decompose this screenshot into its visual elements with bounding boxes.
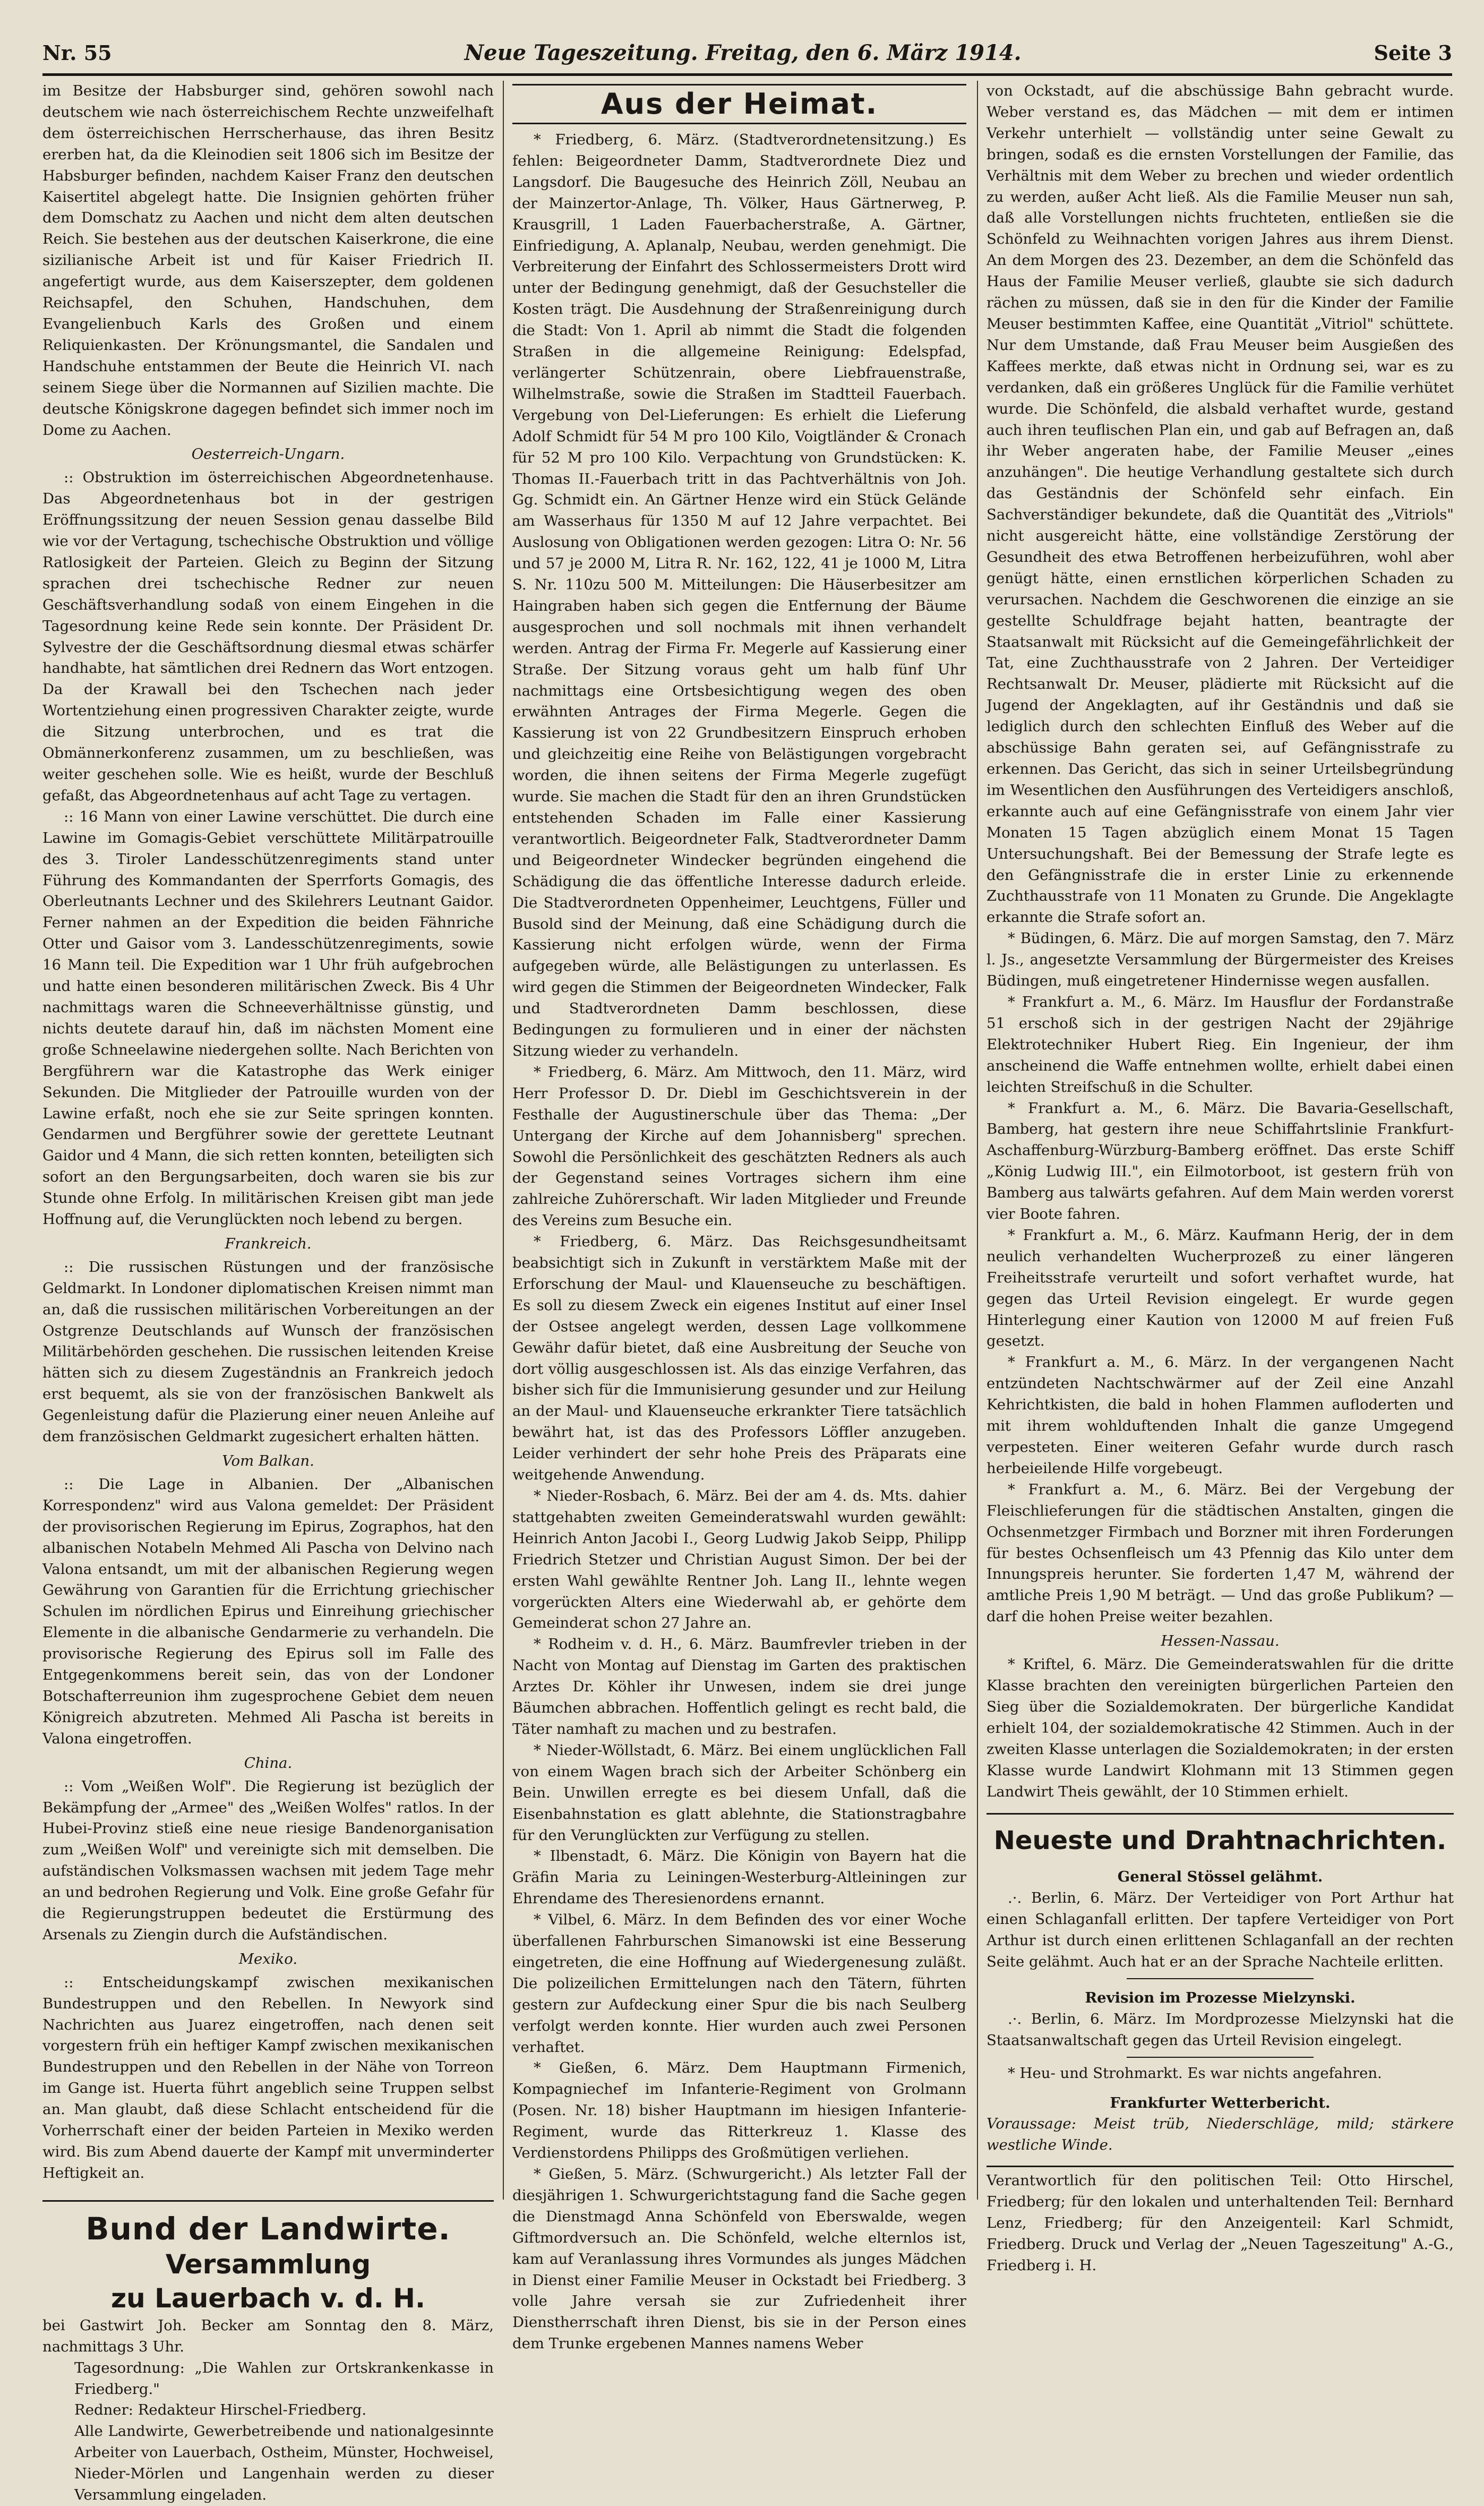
article-frankfurt-4: * Frankfurt a. M., 6. März. In der vergangenen Nacht entzündeten Nachtschwärmer auf der Zeil eine Anzahl Kehrichtkisten, die bald in hohen Flammen aufloderten und mit ihrem wohlduftenden Inhalt die ganze Umgegend verpesteten. Einer weiteren Gefahr wurde durch rasch herbeieilende Hilfe vorgebeugt. (987, 1354, 1454, 1477)
article-ilbenstadt: * Ilbenstadt, 6. März. Die Königin von Bayern hat die Gräfin Maria zu Leiningen-Westerburg-Altleiningen zur Ehrendame des Theresienordens ernannt. (512, 1848, 966, 1908)
article-frankfurt-2: * Frankfurt a. M., 6. März. Die Bavaria-Gesellschaft, Bamberg, hat gestern ihre neue Schiffahrtslinie Frankfurt-Aschaffenburg-Würzburg-Bamberg eröffnet. Das erste Schiff „König Ludwig III.", ein Eilmotorboot, ist gestern früh von Bamberg aus talwärts gefahren. Auf dem Main werden vorerst vier Boote fahren. (987, 1099, 1454, 1223)
page-header (42, 37, 1452, 68)
section-heading-china: China. (244, 1754, 293, 1772)
article-schwurgericht-cont: von Ockstadt, auf die abschüssige Bahn gebracht wurde. Weber verstand es, das Mädchen — mit dem er intimen Verkehr unterhielt — vollständig unter seine Gewalt zu bringen, sodaß es die ernsten Vorstellungen der Familie, das Verhältnis mit dem Weber zu brechen und wieder ordentlich zu werden, außer Acht ließ. Als die Familie Meuser nun sah, daß alle Vorstellungen nichts fruchteten, entließen sie die Schönfeld zu Weihnachten vorigen Jahres aus ihrem Dienst. An dem Morgen des 23. Dezember, an dem die Schönfeld das Haus der Familie Meuser verließ, glaubte sie sich dadurch rächen zu müssen, daß sie in den für die Kinder der Familie Meuser bestimmten Kaffee, eine Quantität „Vitriol" schüttete. Nur dem Umstande, daß Frau Meuser beim Ausgießen des Kaffees merkte, daß etwas nicht in Ordnung sei, war es zu verdanken, daß ein größeres Unglück für die Familie verhütet wurde. Die Schönfeld, die alsbald verhaftet wurde, gestand auch ihren teuflischen Plan ein, und gab auf Befragen an, daß ihr Weber angeraten habe, der Familie Meuser „eines anzuhängen". Die heutige Verhandlung gestaltete sich durch das Geständnis der Schönfeld sehr einfach. Ein Sachverständiger bekundete, daß die Quantität des „Vitriols" nicht ausgereicht hätte, eine vollständige Zerstörung der Gesundheit des etwa Betroffenen herbeizuführen, wohl aber genügt hätte, einen ernstlichen körperlichen Schaden zu verursachen. Nachdem die Geschworenen die einzige an sie gestellte Schuldfrage bejaht hatten, beantragte der Staatsanwalt mit Rücksicht auf die Gemeingefährlichkeit der Tat, eine Zuchthausstrafe von 2 Jahren. Der Verteidiger Rechtsanwalt Dr. Meuser, plädierte mit Rücksicht auf die Jugend der Angeklagten, auf ihr Geständnis und daß sie lediglich durch den schlechten Einfluß des Weber auf die abschüssige Bahn geraten sei, auf Gefängnisstrafe zu erkennen. Das Gericht, das sich in seiner Urteilsbegründung im Wesentlichen den Ausführungen des Verteidigers anschloß, erkannte auch auf eine Gefängnisstrafe von einem Jahr vier Monaten 15 Tagen abzüglich einem Monat 15 Tagen Untersuchungshaft. Bei der Bemessung der Strafe legte es den Gefängnisstrafe die in erster Linie zu erkennende Zuchthausstrafe von 11 Monaten zu Grunde. Die Angeklagte erkannte die Strafe sofort an. (987, 82, 1454, 926)
ad-title: Bund der Landwirte. (85, 2210, 451, 2247)
article-regalia: im Besitze der Habsburger sind, gehören sowohl nach deutschem wie nach österreichischem Rechte unzweifelhaft dem österreichischen Herrscherhause, das ihren Besitz ererben hat, da die Kleinodien seit 1806 sich im Besitze der Habsburger befinden, nachdem Kaiser Franz den deutschen Kaisertitel abgelegt hatte. Die Insignien gehörten früher dem Domschatz zu Aachen und nicht dem alten deutschen Reich. Sie bestehen aus der deutschen Kaiserkrone, die eine sizilianische Arbeit ist und für Kaiser Friedrich II. angefertigt wurde, aus dem Kaiserszepter, dem goldenen Reichsapfel, den Schuhen, Handschuhen, dem Evangelienbuch Karls des Großen und einem Reliquienkasten. Der Krönungsmantel, die Sandalen und Handschuhe entstammen der Beute die Heinrich VI. nach seinem Siege über die Normannen auf Sizilien machte. Die deutsche Königskrone dagegen befindet sich immer noch im Dome zu Aachen. (42, 82, 494, 439)
news-heading-revision: Revision im Prozesse Mielzynski. (1085, 1989, 1356, 2006)
ad-subtitle: Versammlung (165, 2248, 371, 2280)
ad-place: zu Lauerbach v. d. H. (111, 2282, 425, 2314)
section-heading-hessen: Hessen-Nassau. (1161, 1632, 1280, 1650)
article-frankfurt-1: * Frankfurt a. M., 6. März. Im Hausflur der Fordanstraße 51 erschoß sich in der gestrigen Nacht der 29jährige Elektrotechniker Hubert Rieg. Ein Ingenieur, der ihm anscheinend die Waffe entnehmen wollte, erhielt dabei einen leichten Streifschuß in die Schulter. (987, 993, 1454, 1096)
page-number: Seite 3 (1374, 40, 1452, 65)
masthead-line: Neue Tageszeitung. Freitag, den 6. März 1914. (464, 40, 1022, 65)
article-stadtverordnete: * Friedberg, 6. März. (Stadtverordnetensitzung.) Es fehlen: Beigeordneter Damm, Stadtverordnete Diez und Langsdorf. Die Baugesuche des Heinrich Zöll, Neubau an der Mainzertor-Anlage, Th. Völker, Haus Gärtnerweg, P. Krausgrill, 1 Laden Fauerbacherstraße, A. Gärtner, Einfriedigung, A. Aplanalp, Neubau, werden genehmigt. Die Verbreiterung der Einfahrt des Schlossermeisters Drott wird unter der Bedingung genehmigt, daß der Gesuchsteller die Kosten trägt. Die Ausdehnung der Straßenreinigung durch die Stadt: Von 1. April ab nimmt die Stadt die folgenden Straßen in die allgemeine Reinigung: Edelspfad, verlängerter Schützenrain, obere Liebfrauenstraße, Wilhelmstraße, sowie die Straßen im Stadtteil Fauerbach. Vergebung von Del-Lieferungen: Es erhielt die Lieferung Adolf Schmidt für 54 M pro 100 Kilo, Voigtländer & Cronach für 52 M pro 100 Kilo. Verpachtung von Grundstücken: K. Thomas II.-Fauerbach tritt in das Pachtverhältnis von Joh. Gg. Schmidt ein. An Gärtner Henze wird ein Stück Gelände am Wasserhaus für 1350 M auf 12 Jahre verpachtet. Bei Auslosung von Obligationen werden gezogen: Litra O: Nr. 56 und 57 je 2000 M, Litra R. Nr. 162, 122, 41 je 1000 M, Litra S. Nr. 110zu 500 M. Mitteilungen: Die Häuserbesitzer am Haingraben haben sich gegen die Entfernung der Bäume ausgesprochen und soll nochmals mit ihnen verhandelt werden. Antrag der Firma Fr. Megerle auf Kassierung einer Straße. Der Sitzung voraus geht um halb fünf Uhr nachmittags eine Ortsbesichtigung wegen des oben erwähnten Antrages der Firma Megerle. Gegen die Kassierung ist von 22 Grundbesitzern Einspruch erhoben und gleichzeitig eine Reihe von Belästigungen vorgebracht worden, die ihnen seitens der Firma Megerle zugefügt wurde. Sie machen die Stadt für den an ihren Grundstücken entstehenden Schaden im Falle einer Kassierung verantwortlich. Beigeordneter Falk, Stadtverordneter Damm und Beigeordneter Windecker begründen eingehend die Schädigung die das öffentliche Interesse dadurch erleide. Die Stadtverordneten Oppenheimer, Leuchtgens, Füller und Busold sind der Meinung, daß eine Schädigung durch die Kassierung nicht erfolgen würde, wenn der Firma aufgegeben würde, alle Belästigungen zu unterlassen. Es wird gegen die Stimmen der Beigeordneten Windecker, Falk und Stadtverordneten Damm beschlossen, diese Bedingungen zu formulieren und in einer der nächsten Sitzung wieder zu verhandeln. (512, 131, 966, 1059)
article-albania: :: Die Lage in Albanien. Der „Albanischen Korrespondenz" wird aus Valona gemeldet: Der Präsident der provisorischen Regierung im Epirus, Zographos, hat den albanischen Notabeln Mehmed Ali Pascha von Delvino nach Valona entsandt, um mit der albanischen Regierung wegen Gewährung von Garantien für die Errichtung griechischer Schulen im nördlichen Epirus und Einreihung griechischer Elemente in die albanische Gendarmerie zu verhandeln. Die provisorische Regierung des Epirus soll im Falle des Entgegenkommens bereit sein, das von der Londoner Botschafterreunion ihm zugesprochene Gebiet dem neuen Königreich abzutreten. Mehmed Ali Pascha ist bereits in Valona eingetroffen. (42, 1475, 494, 1747)
article-vilbel: * Vilbel, 6. März. In dem Befinden des vor einer Woche überfallenen Fahrburschen Simanowski ist eine Besserung eingetreten, die eine Hoffnung auf Wiedergenesung zuläßt. Die polizeilichen Ermittelungen nach den Tätern, führten gestern zur Aufdeckung einer Spur die bis nach Seulberg verfolgt werden konnte. Hier wurden auch zwei Personen verhaftet. (512, 1911, 966, 2056)
issue-number: Nr. 55 (42, 40, 112, 65)
article-nieder-woellstadt: * Nieder-Wöllstadt, 6. März. Bei einem unglücklichen Fall von einem Wagen brach sich der Arbeiter Schönberg ein Bein. Unwillen erregte es bei diesem Unfall, daß die Eisenbahnstation es glatt ablehnte, die Stationstragbahre für den Verunglückten zur Verfügung zu stellen. (512, 1741, 966, 1844)
advertisement (42, 2200, 494, 2506)
header-rule (42, 73, 1452, 76)
article-france: :: Die russischen Rüstungen und der französische Geldmarkt. In Londoner diplomatischen Kreisen nimmt man an, daß die russischen militärischen Vorbereitungen an der Ostgrenze Deutschlands auf Wunsch der französischen Militärbehörden geschehen. Die russischen leitenden Kreise hätten sich zu diesem Zugeständnis an Frankreich jedoch erst bequemt, als sie von der französischen Bankwelt als Gegenleistung dafür die Plazierung einer neuen Anleihe auf dem französischen Geldmarkt zugesichert erhalten hätten. (42, 1258, 494, 1446)
news-revision: .·. Berlin, 6. März. Im Mordprozesse Mielzynski hat die Staatsanwaltschaft gegen das Urteil Revision eingelegt. (987, 2010, 1454, 2049)
column-divider (503, 81, 504, 2200)
article-buedingen: * Büdingen, 6. März. Die auf morgen Samstag, den 7. März l. Js., angesetzte Versammlung der Bürgermeister des Kreises Büdingen, muß eingetretener Hindernisse wegen ausfallen. (987, 930, 1454, 990)
article-frankfurt-5: * Frankfurt a. M., 6. März. Bei der Vergebung der Fleischlieferungen für die städtischen Anstalten, gingen die Ochsenmetzger Firmbach und Borzner mit ihren Forderungen für bestes Ochsenfleisch um 43 Pfennig das Kilo unter dem Innungspreis herunter. Sie forderten 1,47 M, während der amtliche Preis 1,90 M beträgt. — Und das große Publikum? — darf die hohen Preise weiter bezahlen. (987, 1481, 1454, 1626)
imprint: Verantwortlich für den politischen Teil: Otto Hirschel, Friedberg; für den lokalen und unterhaltenden Teil: Bernhard Lenz, Friedberg; für den Anzeigenteil: Karl Schmidt, Friedberg. Druck und Verlag der „Neuen Tageszeitung" A.-G., Friedberg i. H. (987, 2166, 1454, 2277)
section-heading-balkan: Vom Balkan. (222, 1452, 314, 1469)
column-right (987, 81, 1454, 2274)
article-mexico: :: Entscheidungskampf zwischen mexikanischen Bundestruppen und den Rebellen. In Newyork sind Nachrichten aus Juarez eingetroffen, nach denen seit vorgestern früh ein heftiger Kampf zwischen mexikanischen Bundestruppen und den Rebellen in der Nähe von Torreon im Gange ist. Huerta führt angeblich seine Truppen selbst an. Man glaubt, daß diese Schlacht entscheidend für die Vorherrschaft einer der beiden Parteien in Mexiko werden wird. Bis zum Abend dauerte der Kampf mit unverminderter Heftigkeit an. (42, 1973, 494, 2182)
column-left (42, 81, 494, 2504)
news-stoessel: .·. Berlin, 6. März. Der Verteidiger von Port Arthur hat einen Schlaganfall erlitten. Der tapfere Verteidiger von Port Arthur ist durch einen erlittenen Schlaganfall an der rechten Seite gelähmt. Auch hat er an der Sprache Nachteile erlitten. (987, 1889, 1454, 1971)
article-nieder-rosbach: * Nieder-Rosbach, 6. März. Bei der am 4. ds. Mts. dahier stattgehabten zweiten Gemeinderatswahl wurden gewählt: Heinrich Anton Jacobi I., Georg Ludwig Jakob Seipp, Philipp Friedrich Stetzer und Christian August Simon. Der bei der ersten Wahl gewählte Rentner Joh. Lang II., lehnte wegen vorgerückten Alters eine Wiederwahl ab, er gehörte dem Gemeinderat schon 27 Jahre an. (512, 1487, 966, 1632)
article-frankfurt-3: * Frankfurt a. M., 6. März. Kaufmann Herig, der in dem neulich verhandelten Wucherprozeß zu einer längeren Freiheitsstrafe verurteilt und sofort verhaftet wurde, hat gegen das Urteil Revision eingelegt. Er wurde gegen Hinterlegung einer Kaution von 12000 M auf freien Fuß gesetzt. (987, 1226, 1454, 1350)
article-giessen: * Gießen, 6. März. Dem Hauptmann Firmenich, Kompagniechef im Infanterie-Regiment von Grolmann (Posen. Nr. 18) bisher Hauptmann im hiesigen Infanterie-Regiment, wurde das Ritterkreuz 1. Klasse des Verdienstordens Philipps des Großmütigen verliehen. (512, 2059, 966, 2162)
ad-speaker: Redner: Redakteur Hirschel-Friedberg. (74, 2401, 367, 2419)
column-middle (512, 81, 966, 2353)
section-heading-france: Frankreich. (225, 1235, 312, 1252)
article-schwurgericht: * Gießen, 5. März. (Schwurgericht.) Als letzter Fall der diesjährigen 1. Schwurgerichtstagung fand die Sache gegen die Dienstmagd Anna Schönfeld von Eberswalde, wegen Giftmordversuch an. Die Schönfeld, welche elternlos ist, kam auf Veranlassung ihres Vormundes als junges Mädchen in Dienst einer Familie Meuser in Ockstadt bei Friedberg. 3 volle Jahre versah sie zur Zufriedenheit ihrer Dienstherrschaft ihren Dienst, bis sie in der Person eines dem Trunke ergebenen Mannes namens Weber (512, 2166, 966, 2353)
divider (1127, 1978, 1314, 1979)
article-lecture: * Friedberg, 6. März. Am Mittwoch, den 11. März, wird Herr Professor D. Dr. Diebl im Geschichtsverein in der Festhalle der Augustinerschule über das Thema: „Der Untergang der Kirche auf dem Johannisberg" sprechen. Sowohl die Persönlichkeit des geschätzten Redners als auch der Gegenstand seines Vortrages sichern ihm eine zahlreiche Zuhörerschaft. Wir laden Mitglieder und Freunde des Vereins zum Besuche ein. (512, 1063, 966, 1229)
section-heading-mexico: Mexiko. (238, 1950, 298, 1968)
weather-heading: Frankfurter Wetterbericht. (1110, 2094, 1331, 2111)
column-divider (977, 81, 978, 2200)
section-title-latest-news: Neueste und Drahtnachrichten. (987, 1813, 1454, 1858)
news-heading-stoessel: General Stössel gelähmt. (1117, 1868, 1323, 1886)
article-kriftel: * Kriftel, 6. März. Die Gemeinderatswahlen für die dritte Klasse brachten den vereinigten bürgerlichen Parteien den Sieg über die Sozialdemokraten. Der bürgerliche Kandidat erhielt 104, der sozialdemokratische 42 Stimmen. Auch in der zweiten Klasse unterlagen die Sozialdemokraten; in der ersten Klasse wurde Landwirt Klohmann mit 13 Stimmen gegen Landwirt Theis gewählt, der 10 Stimmen erhielt. (987, 1656, 1454, 1800)
section-title-heimat: Aus der Heimat. (512, 84, 966, 124)
section-heading-austria: Oesterreich-Ungarn. (191, 446, 345, 463)
article-rodheim: * Rodheim v. d. H., 6. März. Baumfrevler trieben in der Nacht von Montag auf Dienstag im Garten des praktischen Arztes Dr. Köhler ihr Unwesen, indem sie drei junge Bäumchen abbrachen. Hoffentlich gelingt es recht bald, die Täter namhaft zu machen und zu bestrafen. (512, 1636, 966, 1738)
divider (1127, 2057, 1314, 2058)
news-hay-market: * Heu- und Strohmarkt. Es war nichts angefahren. (1008, 2064, 1382, 2082)
article-health-office: * Friedberg, 6. März. Das Reichsgesundheitsamt beabsichtigt sich in Zukunft in verstärktem Maße mit der Erforschung der Maul- und Klauenseuche zu beschäftigen. Es soll zu diesem Zweck ein eigenes Institut auf einer Insel der Ostsee angelegt werden, dessen Lage vollkommene Gewähr dafür bietet, daß eine Ausbreitung der Seuche von dort völlig ausgeschlossen ist. Als das einzige Verfahren, das bisher sich für die Immunisierung gesunder und zur Heilung an der Maul- und Klauenseuche erkrankter Tiere tatsächlich bewährt hat, ist das des Professors Löffler anzugeben. Leider verhindert der sehr hohe Preis des Präparats eine weitgehende Anwendung. (512, 1233, 966, 1484)
ad-invite: Alle Landwirte, Gewerbetreibende und nationalgesinnte Arbeiter von Lauerbach, Ostheim, Münster, Hochweisel, Nieder-Mörlen und Langenhain werden zu dieser Versammlung eingeladen. (74, 2423, 494, 2504)
article-avalanche: :: 16 Mann von einer Lawine verschüttet. Die durch eine Lawine im Gomagis-Gebiet verschüttete Militärpatrouille des 3. Tiroler Landesschützenregiments stand unter Führung des Kommandanten der Sperrforts Gomagis, des Oberleutnants Lechner und des Skilehrers Leutnant Gaidor. Ferner nahmen an der Expedition die beiden Fähnriche Otter und Gaisor vom 3. Landesschützenregiments, sowie 16 Mann teil. Die Expedition war 1 Uhr früh aufgebrochen und hatte einen besonderen militärischen Zweck. Bis 4 Uhr nachmittags waren die Schneeverhältnisse günstig, und nichts deutete darauf hin, daß im nächsten Moment eine große Schneelawine niedergehen sollte. Nach Berichten von Bergführern war die Katastrophe das Werk einiger Sekunden. Die Mitglieder der Patrouille wurden von der Lawine erfaßt, noch ehe sie zur Seite springen konnten. Gendarmen und Bergführer sowie der gerettete Leutnant Gaidor und 4 Mann, die sich retten konnten, beteiligten sich sofort an den Bergungsarbeiten, doch waren sie bis zur Stunde ohne Erfolg. In militärischen Kreisen gibt man jede Hoffnung auf, die Verunglückten noch lebend zu bergen. (42, 808, 494, 1228)
weather-forecast: Voraussage: Meist trüb, Niederschläge, mild; stärkere westliche Winde. (987, 2115, 1454, 2154)
article-obstruction: :: Obstruktion im österreichischen Abgeordnetenhause. Das Abgeordnetenhaus bot in der gestrigen Eröffnungssitzung der neuen Session genau dasselbe Bild wie vor der Vertagung, tschechische Obstruktion und völlige Ratlosigkeit der Parteien. Gleich zu Beginn der Sitzung sprachen drei tschechische Redner zur neuen Geschäftsverhandlung sodaß von einem Eingehen in die Tagesordnung keine Rede sein konnte. Der Präsident Dr. Sylvestre der die Geschäftsordnung diesmal etwas schärfer handhabte, hat sämtlichen drei Rednern das Wort entzogen. Da der Krawall bei den Tschechen nach jeder Wortentziehung einen progressiven Charakter zeigte, wurde die Sitzung unterbrochen, und es trat die Obmännerkonferenz zusammen, um zu beschließen, was weiter geschehen solle. Wie es heißt, wurde der Beschluß gefaßt, das Abgeordnetenhaus auf acht Tage zu vertagen. (42, 469, 494, 804)
ad-when: bei Gastwirt Joh. Becker am Sonntag den 8. März, nachmittags 3 Uhr. (42, 2316, 494, 2355)
article-china: :: Vom „Weißen Wolf". Die Regierung ist bezüglich der Bekämpfung der „Armee" des „Weißen Wolfes" ratlos. In der Hubei-Provinz stieß eine neue riesige Bandenorganisation zum „Weißen Wolf" und vereinigte sich mit demselben. Die aufständischen Volksmassen wachsen mit jedem Tage mehr an und bedrohen Regierung und Volk. Eine große Gefahr für die Regierungstruppen bedeutet die Erstürmung des Arsenals zu Ziengin durch die Aufständischen. (42, 1777, 494, 1943)
ad-agenda: Tagesordnung: „Die Wahlen zur Ortskrankenkasse in Friedberg." (74, 2359, 494, 2398)
